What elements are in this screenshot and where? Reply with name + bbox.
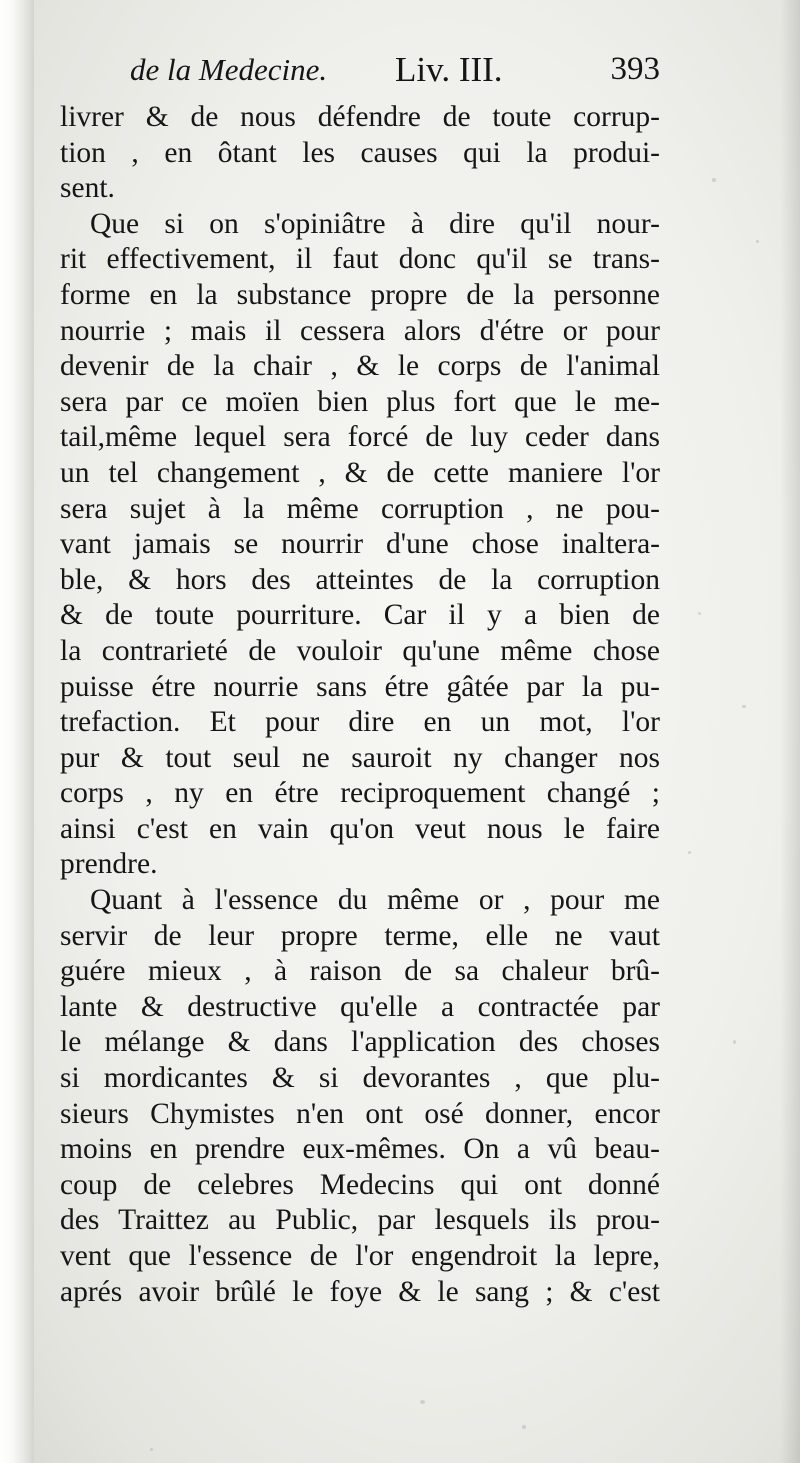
book-reference: Liv. III. xyxy=(395,50,503,89)
text-line: le mélange & dans l'application des choses xyxy=(60,1026,660,1059)
text-line: tail,même lequel sera forcé de luy ceder dans xyxy=(60,421,660,454)
text-line: forme en la substance propre de la personne xyxy=(60,278,660,311)
text-line: puisse étre nourrie sans étre gâtée par la pu- xyxy=(60,670,660,703)
text-line: & de toute pourriture. Car il y a bien de xyxy=(60,599,660,632)
text-line: corps , ny en étre reciproquement changé ; xyxy=(60,777,660,810)
text-line: trefaction. Et pour dire en un mot, l'or xyxy=(60,706,660,739)
text-line: Que si on s'opiniâtre à dire qu'il nour- xyxy=(90,207,660,240)
text-line: vent que l'essence de l'or engendroit la lepre, xyxy=(60,1240,660,1272)
text-line: coup de celebres Medecins qui ont donné xyxy=(60,1168,660,1201)
text-line: moins en prendre eux-mêmes. On a vû beau- xyxy=(60,1133,660,1166)
text-line: rit effectivement, il faut donc qu'il se trans- xyxy=(60,243,660,276)
text-line: un tel changement , & de cette maniere l'or xyxy=(60,456,660,489)
text-line: livrer & de nous défendre de toute corrup- xyxy=(60,101,660,133)
text-line: devenir de la chair , & le corps de l'animal xyxy=(60,350,660,383)
text-line: des Traittez au Public, par lesquels ils prou- xyxy=(60,1204,660,1237)
running-header xyxy=(130,52,660,102)
text-line: sieurs Chymistes n'en ont osé donner, encor xyxy=(60,1097,660,1130)
text-line: sera par ce moïen bien plus fort que le me- xyxy=(60,385,660,418)
running-title: de la Medecine. xyxy=(130,52,328,87)
text-line: prendre. xyxy=(60,848,158,881)
text-line: pur & tout seul ne sauroit ny changer nos xyxy=(60,741,660,774)
text-line: guére mieux , à raison de sa chaleur brû- xyxy=(60,955,660,988)
text-line: nourrie ; mais il cessera alors d'étre or pour xyxy=(60,314,660,347)
text-line: ainsi c'est en vain qu'on veut nous le faire xyxy=(60,812,660,845)
page-edge-shadow xyxy=(780,0,800,1463)
page-number: 393 xyxy=(610,51,660,87)
text-line: aprés avoir brûlé le foye & le sang ; & c'est xyxy=(60,1275,660,1308)
text-line: vant jamais se nourrir d'une chose inaltera- xyxy=(60,528,660,561)
text-line: lante & destructive qu'elle a contractée par xyxy=(60,990,660,1023)
text-line: sent. xyxy=(60,172,115,205)
text-line: la contrarieté de vouloir qu'une même chose xyxy=(60,634,660,667)
text-line: servir de leur propre terme, elle ne vaut xyxy=(60,919,660,952)
text-line: si mordicantes & si devorantes , que plu- xyxy=(60,1062,660,1095)
text-line: ble, & hors des atteintes de la corruption xyxy=(60,563,660,596)
body-text xyxy=(60,100,660,1310)
text-line: sera sujet à la même corruption , ne pou- xyxy=(60,492,660,525)
text-line: tion , en ôtant les causes qui la produi- xyxy=(60,136,660,169)
text-line: Quant à l'essence du même or , pour me xyxy=(90,884,660,917)
page-spine-shadow xyxy=(0,0,34,1463)
